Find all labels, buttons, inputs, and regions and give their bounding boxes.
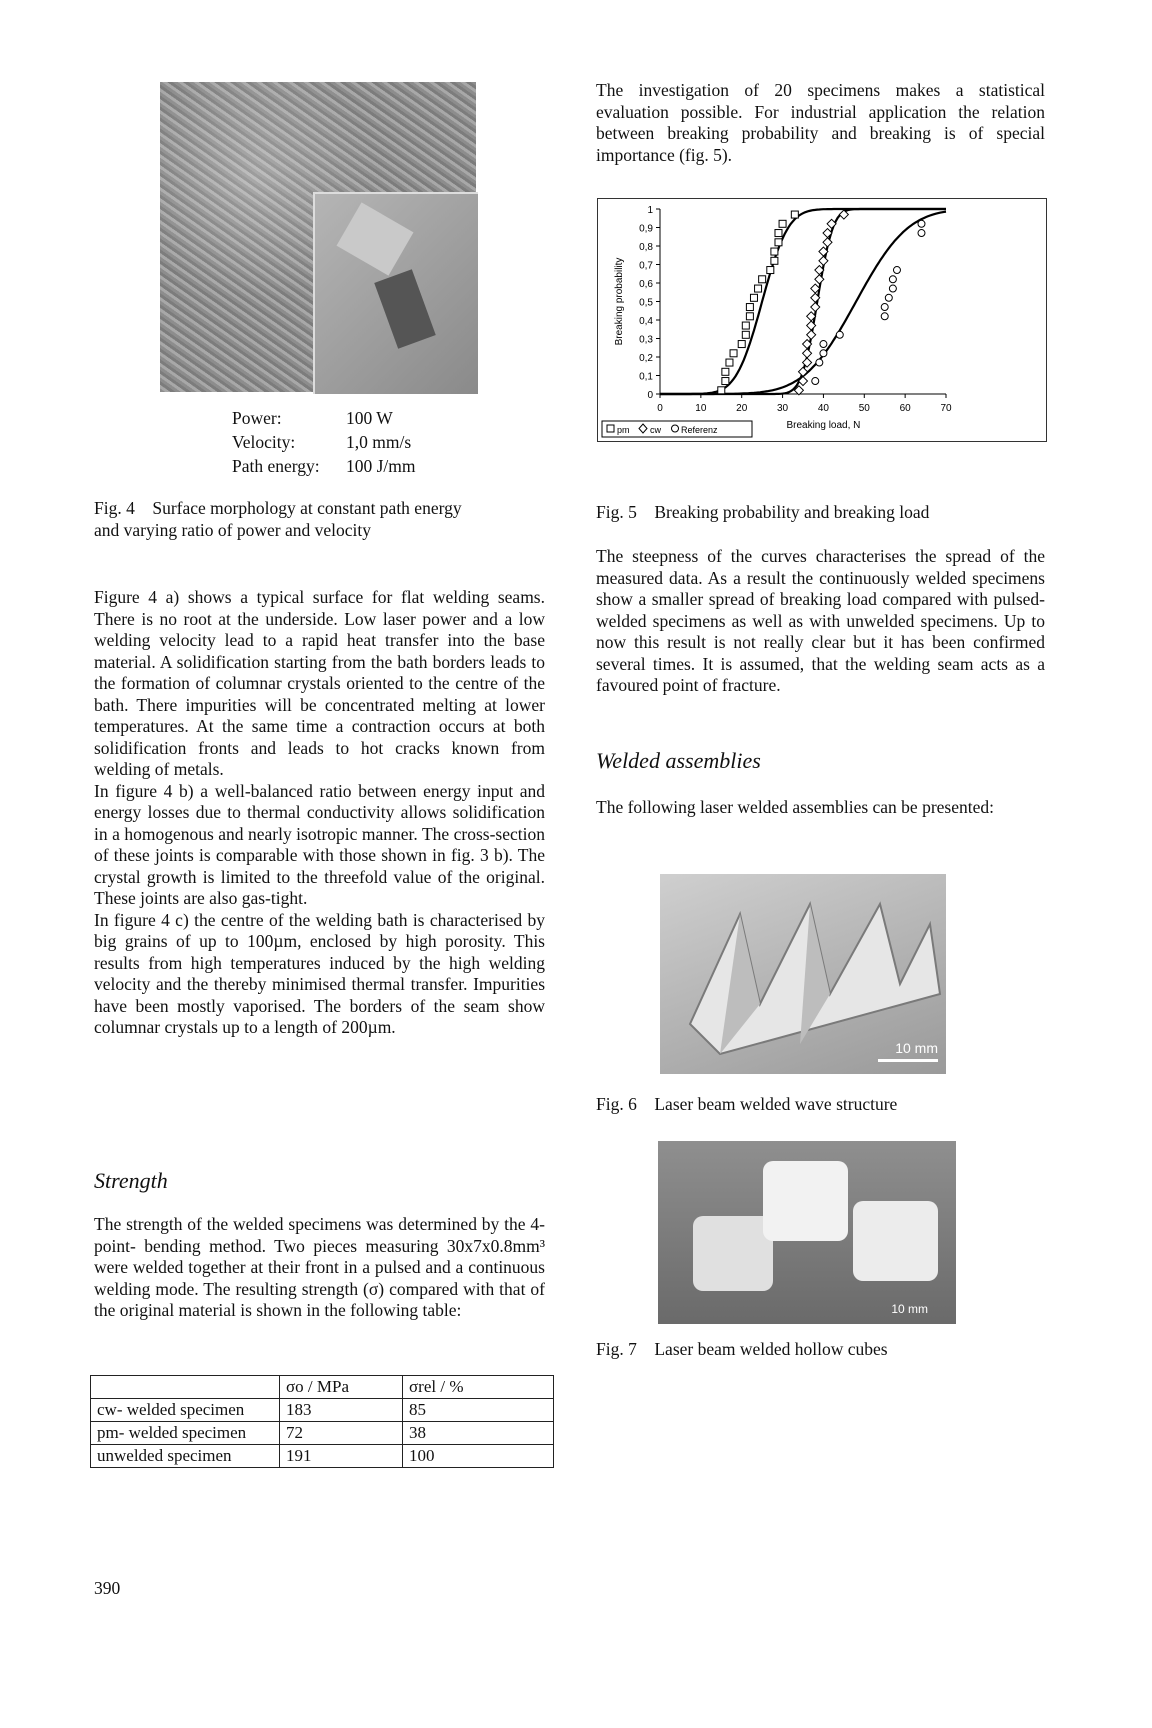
referenz-point	[918, 230, 925, 237]
table-cell: 38	[403, 1422, 554, 1445]
sem-inset	[313, 192, 478, 394]
x-tick-label: 10	[695, 403, 707, 414]
table-cell: 191	[280, 1445, 403, 1468]
fig4-caption-num: Fig. 4	[94, 498, 135, 518]
referenz-point	[881, 313, 888, 320]
scale-bar-label: 10 mm	[895, 1040, 938, 1056]
referenz-point	[812, 378, 819, 385]
fig6-photo	[660, 874, 946, 1074]
y-tick-label: 0,2	[639, 353, 653, 364]
pm-point	[726, 359, 733, 366]
x-tick-label: 30	[777, 403, 789, 414]
cw-point	[819, 256, 828, 265]
strength-heading: Strength	[94, 1168, 168, 1193]
paragraph: In figure 4 c) the centre of the welding bath is characterised by big grains of up to 100µm, enclosed by high porosity. This results from high temperatures induced by the high welding velocity and the thereby minimised thermal transfer. Impurities have been mostly vaporised. The borders of the seam show columnar crystals up to a length of 200µm.	[94, 909, 545, 1037]
fig6-caption-text: Laser beam welded wave structure	[654, 1094, 898, 1114]
pm-point	[775, 239, 782, 246]
table-row	[91, 1445, 554, 1468]
y-tick-label: 0	[647, 390, 653, 401]
cw-point	[827, 219, 836, 228]
cw-point	[823, 238, 832, 247]
page-number: 390	[94, 1578, 121, 1598]
referenz-point	[836, 331, 843, 338]
pm-point	[759, 276, 766, 283]
y-tick-label: 0,4	[639, 316, 653, 327]
legend-marker-pm	[607, 425, 614, 432]
fig7-caption-num: Fig. 7	[596, 1339, 637, 1359]
fig5-caption	[596, 502, 1046, 524]
sem-micrograph	[160, 82, 476, 392]
right-intro: The investigation of 20 specimens makes a statistical evaluation possible. For industrial application the relation between breaking probability and breaking is of special importance (fig. 5).	[596, 80, 1045, 165]
pm-point	[718, 387, 725, 394]
referenz-point	[889, 285, 896, 292]
y-tick-label: 0,8	[639, 242, 653, 253]
fig5-caption-text: Breaking probability and breaking load	[654, 502, 930, 522]
y-tick-label: 0,7	[639, 260, 653, 272]
table-cell: 183	[280, 1399, 403, 1422]
cw-point	[807, 330, 816, 339]
pm-point	[750, 294, 757, 301]
param-row: Velocity: 1,0 mm/s	[232, 432, 412, 452]
paragraph: Figure 4 a) shows a typical surface for flat welding seams. There is no root at the underside. Low laser power and a low welding velocity lead to a rapid heat transfer into the base material. A solidification starting from the bath borders leads to the formation of columnar crystals oriented to the centre of the bath. There impurities will be concentrated melting at lower temperatures. At the same time a contraction occurs at both solidification fronts and leads to hot cracks known from welding of metals.	[94, 587, 545, 779]
fig6-caption-num: Fig. 6	[596, 1094, 637, 1114]
table-header-row	[91, 1376, 554, 1399]
pm-point	[755, 285, 762, 292]
pm-point	[779, 220, 786, 227]
x-tick-label: 70	[940, 403, 952, 414]
table-cell: 85	[403, 1399, 554, 1422]
y-tick-label: 0,3	[639, 334, 653, 346]
fig4-params	[232, 408, 532, 480]
legend-marker-referenz	[672, 425, 679, 432]
fig5-chart-frame	[597, 198, 1047, 442]
x-axis-label: Breaking load, N	[786, 420, 861, 431]
param-row: Path energy: 100 J/mm	[232, 456, 416, 476]
y-axis-label: Breaking probability	[614, 257, 625, 346]
table-cell: 72	[280, 1422, 403, 1445]
cw-point	[811, 303, 820, 312]
cw-point	[803, 349, 812, 358]
table-header	[91, 1376, 280, 1399]
paragraph: In figure 4 b) a well-balanced ratio between energy input and energy losses due to thermal conductivity allows solidification in a homogenous and nearly isotropic manner. The cross-section of these joints is comparable with those shown in fig. 3 b). The crystal growth is limited to the threefold value of the original. These joints are also gas-tight.	[94, 780, 545, 908]
x-tick-label: 60	[899, 403, 911, 414]
welded-intro: The following laser welded assemblies can be presented:	[596, 797, 994, 817]
pm-point	[746, 313, 753, 320]
strength-paragraph: The strength of the welded specimens was determined by the 4- point- bending method. Two pieces measuring 30x7x0.8mm³ were welded together at their front in a pulsed and a continuous welding mode. The resulting strength (σ) compared with that of the original material is shown in the following table:	[94, 1214, 545, 1320]
referenz-point	[885, 294, 892, 301]
legend-label-pm: pm	[617, 425, 630, 435]
pm-point	[771, 248, 778, 255]
y-tick-label: 0,5	[639, 297, 653, 309]
param-row: Power: 100 W	[232, 408, 393, 428]
table-cell: unwelded specimen	[91, 1445, 280, 1468]
scale-bar-label: 10 mm	[891, 1302, 928, 1316]
fig4-caption-text2: and varying ratio of power and velocity	[94, 519, 371, 540]
pm-point	[746, 304, 753, 311]
welded-assemblies-heading: Welded assemblies	[596, 748, 761, 773]
pm-point	[742, 322, 749, 329]
fig7-caption	[596, 1339, 1046, 1361]
referenz-point	[820, 341, 827, 348]
pm-point	[771, 257, 778, 264]
breaking-probability-chart	[598, 199, 1046, 441]
fit-curve-pm	[660, 209, 946, 394]
pm-point	[738, 341, 745, 348]
pm-point	[742, 331, 749, 338]
y-tick-label: 1	[647, 205, 653, 216]
referenz-point	[918, 220, 925, 227]
pm-point	[767, 267, 774, 274]
y-tick-label: 0,6	[639, 279, 653, 290]
pm-point	[775, 230, 782, 237]
pm-point	[722, 368, 729, 375]
cube	[763, 1161, 848, 1241]
table-header: σo / MPa	[280, 1376, 403, 1399]
scale-bar	[878, 1059, 938, 1062]
referenz-point	[881, 304, 888, 311]
x-tick-label: 0	[657, 403, 663, 414]
fit-curve-cw	[660, 209, 946, 394]
table-cell: pm- welded specimen	[91, 1422, 280, 1445]
strength-table	[90, 1375, 554, 1468]
y-tick-label: 0,1	[639, 371, 653, 383]
cube	[693, 1216, 773, 1291]
referenz-point	[889, 276, 896, 283]
referenz-point	[816, 359, 823, 366]
left-body	[94, 587, 545, 1039]
table-cell: cw- welded specimen	[91, 1399, 280, 1422]
table-row	[91, 1422, 554, 1445]
table-row	[91, 1399, 554, 1422]
table-cell: 100	[403, 1445, 554, 1468]
fig7-photo	[658, 1141, 956, 1324]
right-paragraph: The steepness of the curves characterises the spread of the measured data. As a result the continuously welded specimens show a smaller spread of breaking load compared with pulsed-welded specimens as well as with unwelded specimens. Up to now this result is not really clear but it has been confirmed several times. It is assumed, that the welding seam acts as a favoured point of fracture.	[596, 546, 1045, 695]
fig4-caption	[94, 498, 554, 541]
y-tick-label: 0,9	[639, 223, 653, 235]
x-tick-label: 50	[858, 403, 870, 414]
x-tick-label: 40	[817, 403, 829, 414]
pm-point	[722, 378, 729, 385]
referenz-point	[893, 267, 900, 274]
table-header: σrel / %	[403, 1376, 554, 1399]
fig4-caption-text: Surface morphology at constant path energy	[152, 498, 462, 518]
x-tick-label: 20	[736, 403, 748, 414]
legend-label-cw: cw	[650, 425, 661, 435]
fig7-caption-text: Laser beam welded hollow cubes	[654, 1339, 888, 1359]
pm-point	[791, 211, 798, 218]
fig6-caption	[596, 1094, 1046, 1116]
pm-point	[730, 350, 737, 357]
fig5-caption-num: Fig. 5	[596, 502, 637, 522]
referenz-point	[820, 350, 827, 357]
legend-label-referenz: Referenz	[681, 425, 718, 435]
cube	[853, 1201, 938, 1281]
